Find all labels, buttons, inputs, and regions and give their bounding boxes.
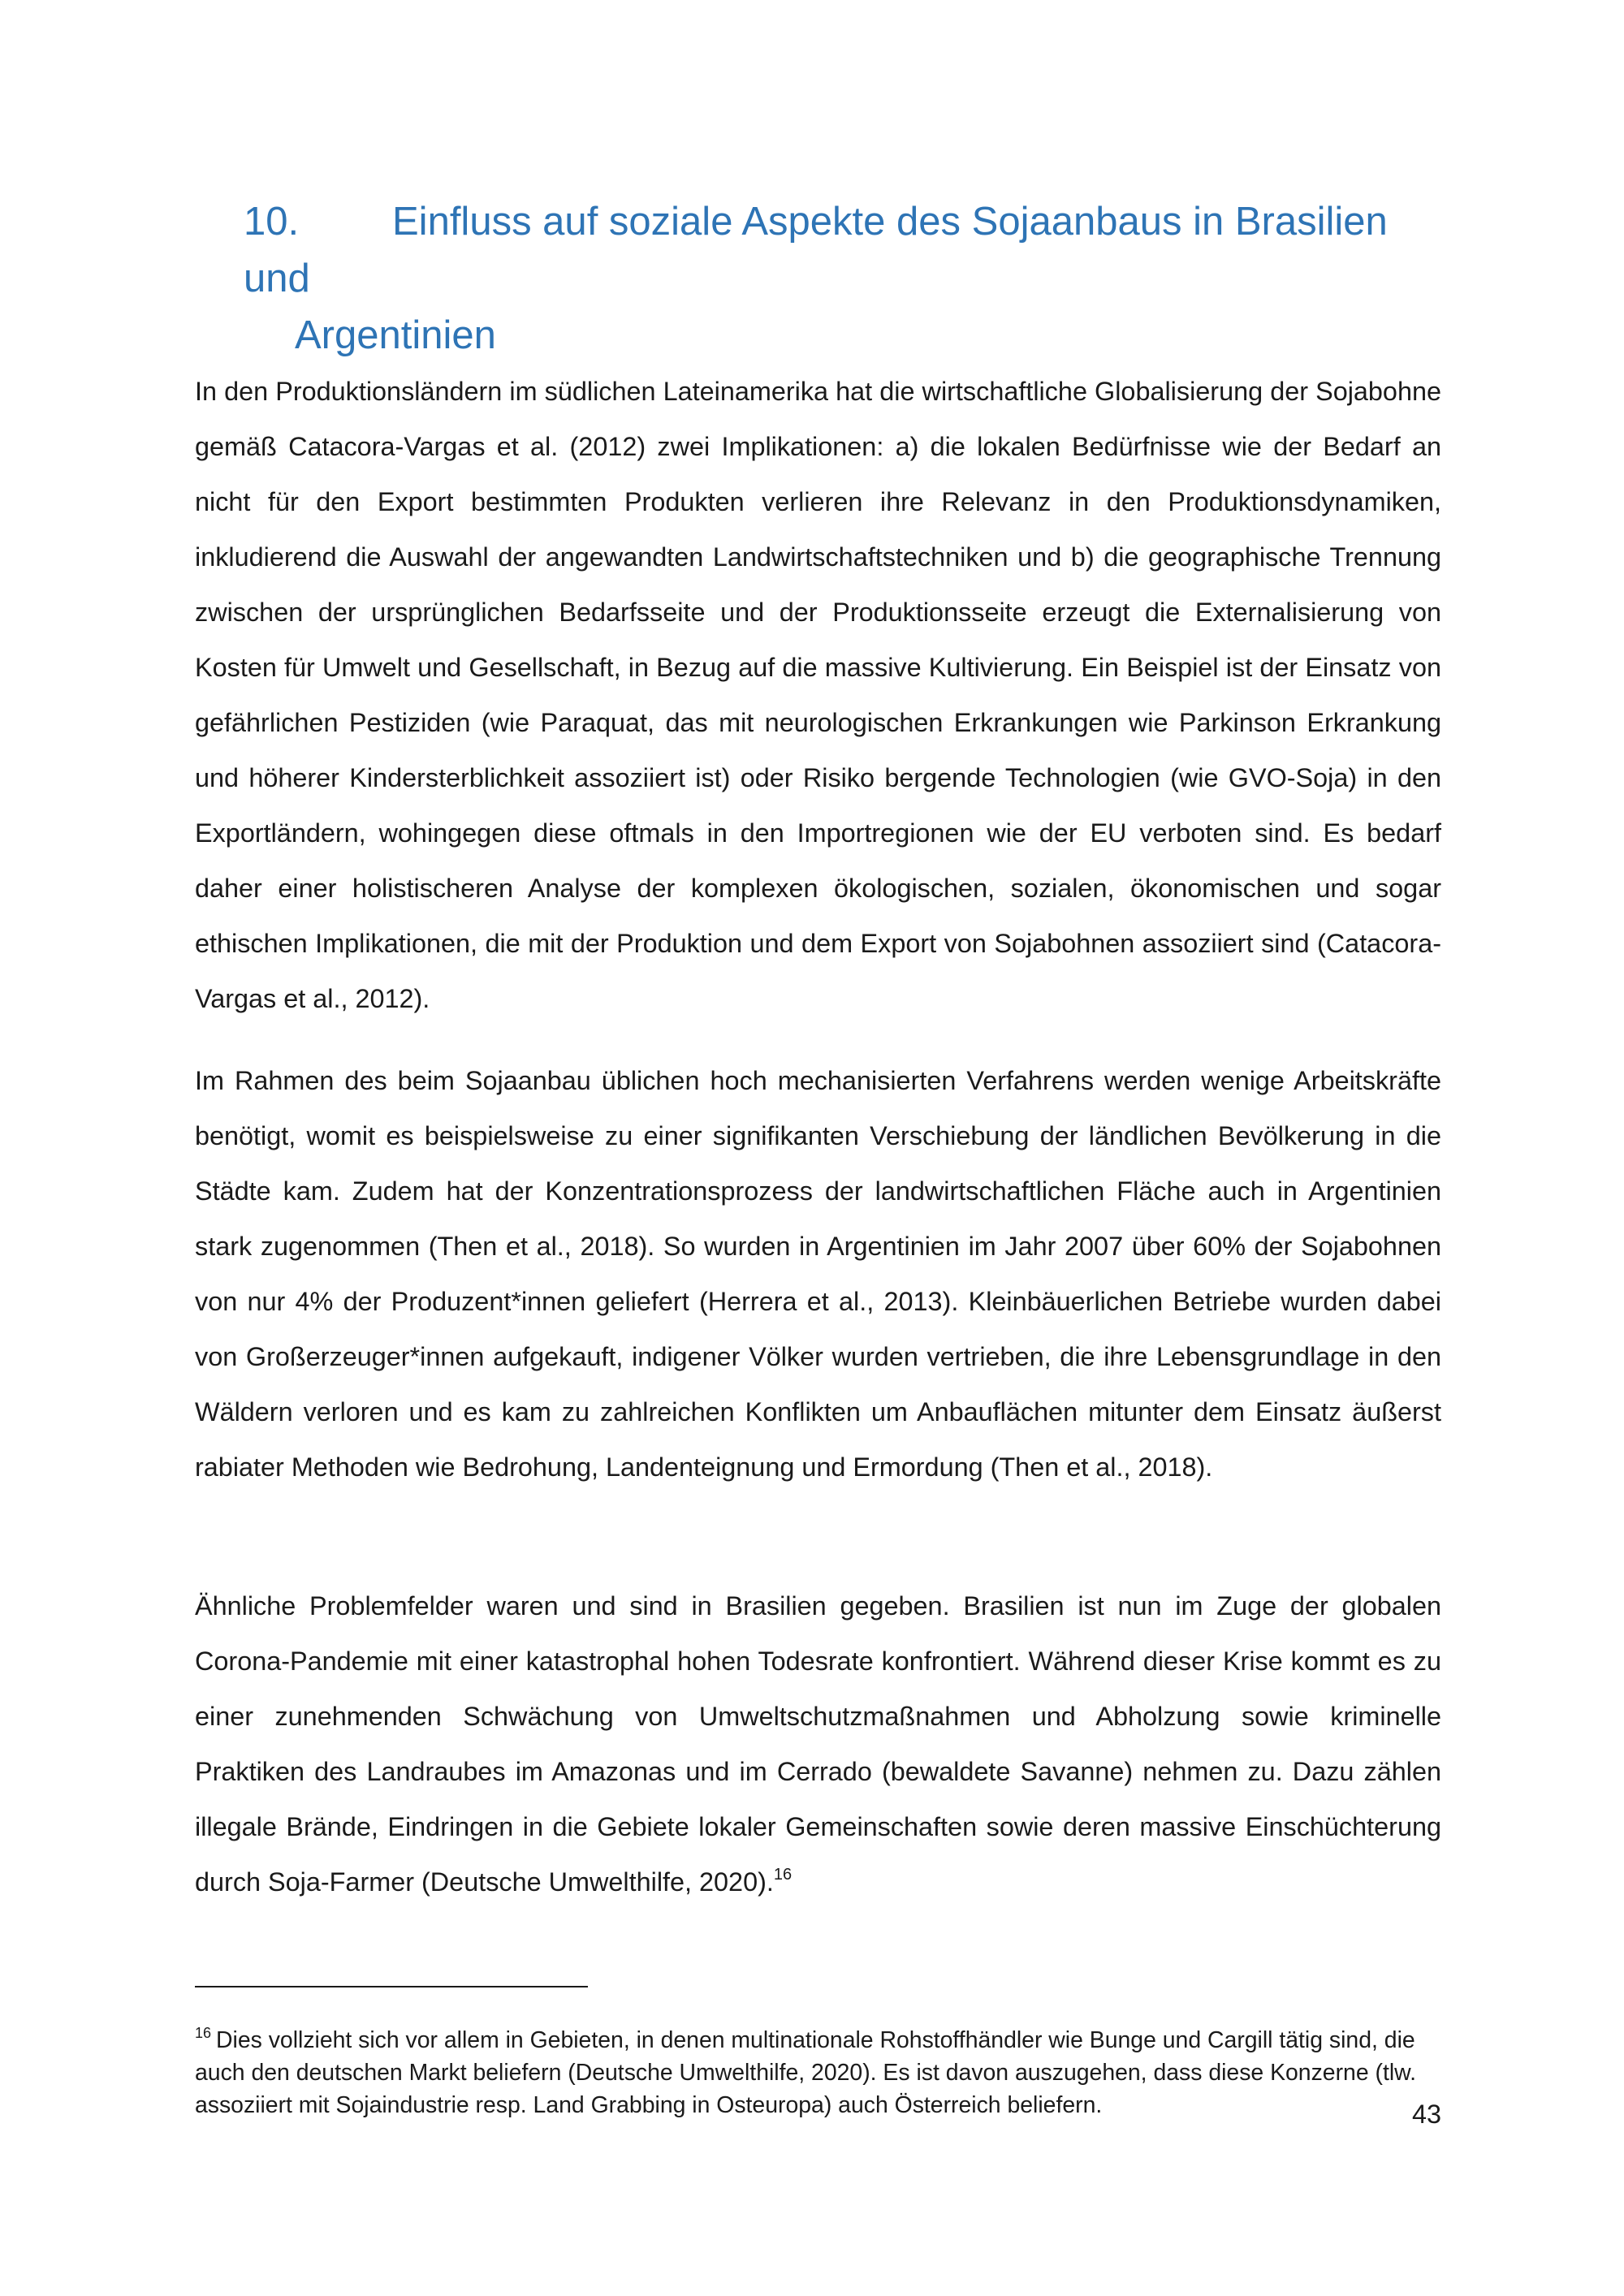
section-number: 10. (244, 200, 300, 244)
paragraph-3-text: Ähnliche Problemfelder waren und sind in Brasilien gegeben. Brasilien ist nun im Zuge der globalen Corona-Pandemie mit einer katastrophal hohen Todesrate konfrontiert. Während dieser Krise kommt es zu einer zunehmenden Schwächung von Umweltschutzmaßnahmen und Abholzung sowie kriminelle Praktiken des Landraubes im Amazonas und im Cerrado (bewaldete Savanne) nehmen zu. Dazu zählen illegale Brände, Eindringen in die Gebiete lokaler Gemeinschaften sowie deren massive Einschüchterung durch Soja-Farmer (Deutsche Umwelthilfe, 2020). (195, 1591, 1441, 1897)
footnote-marker: 16 (195, 2025, 212, 2041)
footnote-reference[interactable]: 16 (773, 1866, 793, 1884)
section-title-line1: Einfluss auf soziale Aspekte des Sojaanbaus in Brasilien und (244, 200, 1388, 300)
page-number: 43 (1411, 2100, 1441, 2129)
paragraph-1: In den Produktionsländern im südlichen Lateinamerika hat die wirtschaftliche Globalisierung der Sojabohne gemäß Catacora-Vargas et al. (2012) zwei Implikationen: a) die lokalen Bedürfnisse wie der Bedarf an nicht für den Export bestimmten Produkten verlieren ihre Relevanz in den Produktionsdynamiken, inkludierend die Auswahl der angewandten Landwirtschaftstechniken und b) die geographische Trennung zwischen der ursprünglichen Bedarfsseite und der Produktionsseite erzeugt die Externalisierung von Kosten für Umwelt und Gesellschaft, in Bezug auf die massive Kultivierung. Ein Beispiel ist der Einsatz von gefährlichen Pestiziden (wie Paraquat, das mit neurologischen Erkrankungen wie Parkinson Erkrankung und höherer Kindersterblichkeit assoziiert ist) oder Risiko bergende Technologien (wie GVO-Soja) in den Exportländern, wohingegen diese oftmals in den Importregionen wie der EU verboten sind. Es bedarf daher einer holistischeren Analyse der komplexen ökologischen, sozialen, ökonomischen und sogar ethischen Implikationen, die mit der Produktion und dem Export von Sojabohnen assoziiert sind (Catacora-Vargas et al., 2012). (195, 377, 1441, 1013)
footnote (195, 2024, 1441, 2121)
paragraph-2: Im Rahmen des beim Sojaanbau üblichen hoch mechanisierten Verfahrens werden wenige Arbeitskräfte benötigt, womit es beispielsweise zu einer signifikanten Verschiebung der ländlichen Bevölkerung in die Städte kam. Zudem hat der Konzentrationsprozess der landwirtschaftlichen Fläche auch in Argentinien stark zugenommen (Then et al., 2018). So wurden in Argentinien im Jahr 2007 über 60% der Sojabohnen von nur 4% der Produzent*innen geliefert (Herrera et al., 2013). Kleinbäuerlichen Betriebe wurden dabei von Großerzeuger*innen aufgekauft, indigener Völker wurden vertrieben, die ihre Lebensgrundlage in den Wäldern verloren und es kam zu zahlreichen Konflikten um Anbauflächen mitunter dem Einsatz äußerst rabiater Methoden wie Bedrohung, Landenteignung und Ermordung (Then et al., 2018). (195, 1066, 1441, 1482)
footnote-text: Dies vollzieht sich vor allem in Gebieten, in denen multinationale Rohstoffhändler wie Bunge und Cargill tätig sind, die auch den deutschen Markt beliefern (Deutsche Umwelthilfe, 2020). Es ist davon auszugehen, dass diese Konzerne (tlw. assoziiert mit Sojaindustrie resp. Land Grabbing in Osteuropa) auch Österreich beliefern. (195, 2027, 1416, 2118)
paragraph-3 (195, 1578, 1441, 1910)
section-heading (244, 193, 1462, 364)
section-title-line2: Argentinien (295, 313, 496, 357)
footnote-separator (195, 1986, 588, 1987)
